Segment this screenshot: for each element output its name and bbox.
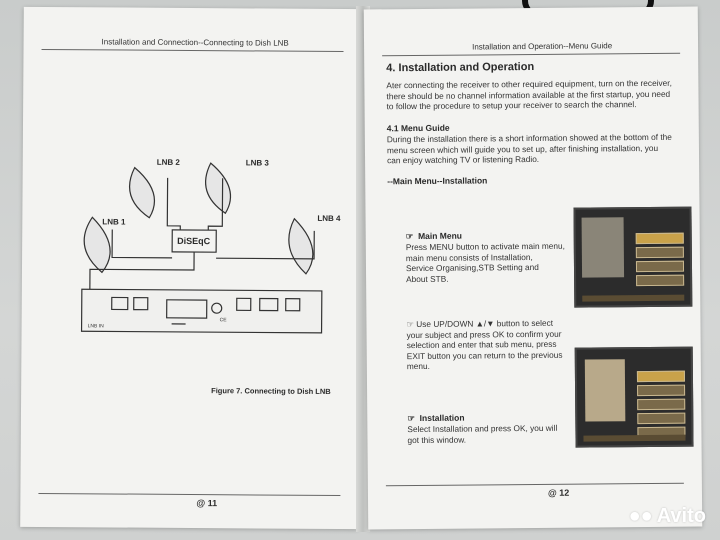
main-menu-line-1: Press MENU button to activate main menu,: [405, 240, 565, 253]
svg-text:LNB IN: LNB IN: [87, 323, 104, 330]
main-menu-line-3: Service Organising,STB Setting and: [405, 262, 539, 274]
main-menu-title-text: Main Menu: [418, 230, 463, 242]
left-header-rule: [42, 49, 344, 52]
updown-paragraph: [406, 318, 562, 372]
main-menu-title: [406, 231, 462, 242]
dish-lnb3-icon: [205, 163, 230, 213]
right-running-head: Installation and Operation--Menu Guide: [472, 41, 613, 52]
left-page-number: @ 11: [196, 498, 218, 509]
diseqc-label: DiSEqC: [177, 235, 211, 247]
menu-guide-line-3: can enjoy watching TV or listening Radio.: [387, 154, 540, 166]
lnb3-label: LNB 3: [245, 158, 269, 168]
updown-line-2: your subject and press OK to confirm your: [406, 328, 562, 340]
intro-line-1: Ater connecting the receiver to other required equipment, turn on the receiver,: [386, 77, 672, 91]
right-page-number: @ 12: [547, 487, 570, 498]
left-page: [20, 7, 362, 529]
left-running-head: Installation and Connection--Connecting to Dish LNB: [101, 37, 289, 48]
screenshot-info-bar: [583, 435, 685, 442]
installation-title: [407, 413, 464, 424]
intro-paragraph: [386, 78, 672, 112]
lnb4-label: LNB 4: [317, 213, 341, 224]
dish-lnb-diagram: [21, 137, 361, 479]
pointing-hand-icon: ☞: [405, 231, 419, 242]
pointing-hand-icon: ☞: [406, 319, 417, 330]
right-footer-rule: [386, 483, 684, 487]
left-footer-rule: [38, 493, 340, 496]
screenshot-preview-pane: [582, 217, 625, 277]
section-title: 4. Installation and Operation: [386, 60, 535, 75]
lnb1-label: LNB 1: [102, 217, 126, 227]
intro-line-3: to follow the procedure to setup your receiver to search the channel.: [386, 99, 637, 112]
screenshot-menu-list: [637, 371, 686, 438]
dish-lnb2-icon: [129, 168, 154, 218]
right-page: [364, 7, 703, 530]
updown-line-4: EXIT button you can return to the previous: [406, 349, 563, 361]
updown-line-1: [406, 318, 562, 330]
right-header-rule: [382, 53, 680, 57]
avito-watermark-text: Avito: [656, 505, 706, 527]
dish-lnb4-icon: [289, 219, 313, 274]
main-menu-line-4: About STB.: [406, 273, 449, 284]
lnb2-label: LNB 2: [156, 157, 180, 167]
intro-line-2: there should be no channel information available at the first startup, you need: [386, 88, 671, 101]
pointing-hand-icon: ☞: [407, 412, 420, 424]
main-menu-paragraph: [406, 241, 565, 285]
screenshot-preview-pane: [585, 359, 626, 421]
figure-caption: Figure 7. Connecting to Dish LNB: [211, 386, 331, 396]
svg-text:CE: CE: [219, 317, 227, 324]
main-menu-screenshot: [573, 207, 692, 308]
main-menu-line-2: main menu consists of Installation,: [405, 251, 533, 263]
screenshot-info-bar: [582, 295, 684, 302]
avito-watermark: [629, 505, 706, 528]
installation-title-text: Installation: [419, 412, 465, 423]
installation-paragraph: [407, 423, 557, 445]
main-menu-heading: --Main Menu--Installation: [387, 175, 488, 187]
installation-line-1: Select Installation and press OK, you will: [407, 422, 558, 435]
updown-line-3: selection and enter that sub menu, press: [406, 338, 557, 351]
screenshot-menu-list: [636, 233, 684, 286]
updown-line-5: menu.: [406, 361, 430, 372]
installation-line-2: got this window.: [407, 434, 467, 445]
avito-logo-icon: ●●: [628, 505, 653, 527]
menu-guide-line-2: menu screen which will guide you to set up, after finishing installation, you: [386, 142, 659, 155]
subsection-title: 4.1 Menu Guide: [386, 122, 450, 134]
menu-guide-line-1: During the installation there is a short information showed at the bottom of the: [386, 131, 672, 145]
menu-guide-paragraph: [387, 132, 672, 166]
updown-line-1-text: Use UP/DOWN ▲/▼ button to select: [416, 317, 554, 330]
installation-screenshot: [575, 347, 694, 448]
